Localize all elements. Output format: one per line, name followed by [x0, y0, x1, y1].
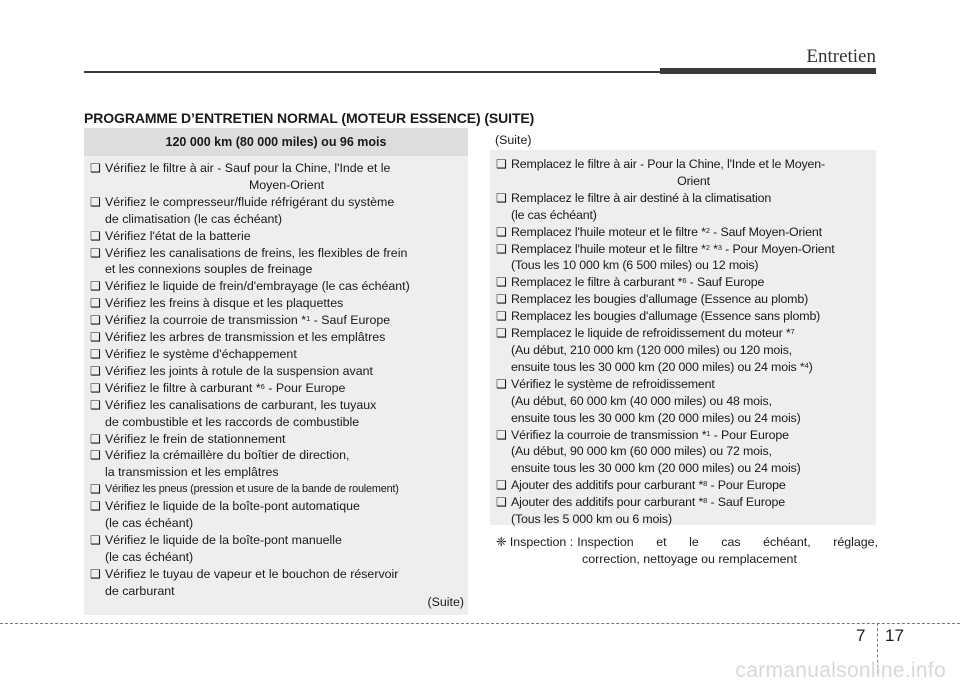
- list-item: [90, 346, 468, 363]
- checkbox-icon: ❑: [496, 224, 507, 239]
- item-text: - Sauf Europe: [686, 275, 765, 290]
- list-item: [496, 494, 876, 528]
- item-text: Vérifiez les canalisations de freins, les flexibles de frein: [105, 245, 408, 260]
- inspection-symbol-icon: ❈: [496, 535, 507, 549]
- item-text: Remplacez l'huile moteur et le filtre *: [511, 224, 706, 239]
- item-text: (le cas échéant): [105, 549, 194, 564]
- item-text: Vérifiez le compresseur/fluide réfrigérant du système: [105, 194, 395, 209]
- item-text: Vérifiez le liquide de la boîte-pont manuelle: [105, 532, 342, 547]
- list-item: [496, 477, 876, 494]
- list-item: [496, 224, 876, 241]
- list-item: [90, 160, 468, 194]
- checkbox-icon: ❑: [90, 194, 101, 209]
- checkbox-icon: ❑: [496, 157, 507, 171]
- checkbox-icon: ❑: [90, 397, 101, 412]
- checkbox-icon: ❑: [90, 330, 101, 345]
- list-item: [496, 156, 876, 190]
- inspection-label-text: Inspection :: [509, 535, 574, 549]
- list-item: [90, 447, 468, 481]
- list-item: [90, 228, 468, 245]
- item-text: *: [709, 241, 718, 256]
- checkbox-icon: ❑: [90, 279, 101, 294]
- header-rule: [84, 71, 660, 73]
- maintenance-table-left: [84, 128, 468, 615]
- item-text: Vérifiez le liquide de la boîte-pont automatique: [105, 499, 360, 514]
- item-text: Vérifiez les canalisations de carburant, les tuyaux: [105, 397, 377, 412]
- item-text: - Sauf Europe: [707, 495, 785, 510]
- item-text: (Au début, 60 000 km (40 000 miles) ou 48 mois,: [511, 393, 772, 408]
- item-text: Vérifiez les pneus (pression et usure de la bande de roulement): [105, 483, 399, 496]
- checkbox-icon: ❑: [90, 245, 101, 260]
- checkbox-icon: ❑: [496, 292, 507, 307]
- footnote-ref: 4: [804, 360, 809, 370]
- item-text: Vérifiez la crémaillère du boîtier de direction,: [105, 448, 350, 463]
- checkbox-icon: ❑: [90, 161, 101, 175]
- checkbox-icon: ❑: [90, 499, 101, 514]
- item-text: de carburant: [105, 583, 175, 598]
- checkbox-icon: ❑: [496, 376, 507, 391]
- list-item: [496, 190, 876, 224]
- item-text: Orient: [677, 173, 710, 188]
- list-item: [496, 308, 876, 325]
- item-text: Vérifiez le filtre à air - Sauf pour la Chine, l'Inde et le: [105, 161, 391, 175]
- item-text: Vérifiez la courroie de transmission *: [511, 427, 707, 442]
- list-item: [496, 325, 876, 376]
- page-number: 17: [885, 626, 904, 645]
- item-text: Moyen-Orient: [248, 177, 325, 192]
- list-item: [90, 363, 468, 380]
- checkbox-icon: ❑: [496, 478, 507, 493]
- footnote-ref: 2: [705, 242, 710, 252]
- item-text: Vérifiez le système d'échappement: [105, 346, 297, 361]
- item-text: Vérifiez les joints à rotule de la suspension avant: [105, 363, 373, 378]
- item-text: de climatisation (le cas échéant): [105, 211, 282, 226]
- checkbox-icon: ❑: [90, 380, 101, 395]
- item-text: (Tous les 10 000 km (6 500 miles) ou 12 mois): [511, 258, 759, 273]
- footnote-ref: 8: [703, 496, 708, 506]
- list-item: [90, 498, 468, 532]
- footnote-ref: 2: [705, 225, 710, 235]
- item-text: ensuite tous les 30 000 km (20 000 miles) ou 24 mois): [511, 461, 801, 476]
- item-text: ensuite tous les 30 000 km (20 000 miles) ou 24 mois): [511, 410, 801, 425]
- item-text: (Au début, 210 000 km (120 000 miles) ou 120 mois,: [511, 342, 793, 357]
- inspection-definition-cont: correction, nettoyage ou remplacement: [582, 552, 797, 566]
- item-text: Remplacez les bougies d'allumage (Essence sans plomb): [511, 309, 821, 324]
- item-text: ): [808, 359, 813, 374]
- list-item: [90, 194, 468, 228]
- checkbox-icon: ❑: [90, 346, 101, 361]
- checkbox-icon: ❑: [90, 431, 101, 446]
- checkbox-icon: ❑: [90, 532, 101, 547]
- item-text: - Sauf Moyen-Orient: [709, 224, 822, 239]
- item-text: Vérifiez le système de refroidissement: [511, 376, 715, 391]
- item-text: Vérifiez le filtre à carburant *: [105, 380, 261, 395]
- item-text: Vérifiez les arbres de transmission et les emplâtres: [105, 330, 386, 345]
- item-text: Vérifiez la courroie de transmission *: [105, 313, 307, 328]
- interval-heading: 120 000 km (80 000 miles) ou 96 mois: [84, 128, 468, 156]
- item-text: (le cas échéant): [105, 516, 194, 531]
- checkbox-icon: ❑: [496, 427, 507, 442]
- item-text: Remplacez les bougies d'allumage (Essence au plomb): [511, 292, 809, 307]
- footnote-ref: 6: [260, 381, 265, 391]
- list-item: [90, 532, 468, 566]
- list-item: [90, 278, 468, 295]
- item-text: Vérifiez le frein de stationnement: [105, 431, 286, 446]
- check-list-left: [84, 156, 468, 600]
- list-item: [90, 481, 468, 498]
- page-title: PROGRAMME D’ENTRETIEN NORMAL (MOTEUR ESSENCE) (SUITE): [84, 110, 535, 126]
- item-text: Vérifiez les freins à disque et les plaquettes: [105, 296, 344, 311]
- footnote-ref: 7: [790, 327, 795, 337]
- chapter-number: 7: [856, 626, 866, 645]
- item-text: (Au début, 90 000 km (60 000 miles) ou 72 mois,: [511, 444, 772, 459]
- item-text: Vérifiez le tuyau de vapeur et le bouchon de réservoir: [105, 566, 399, 581]
- list-item: [90, 397, 468, 431]
- item-text: Remplacez le filtre à carburant *: [511, 275, 683, 290]
- footer-divider: [0, 623, 960, 624]
- list-item: [90, 245, 468, 279]
- checkbox-icon: ❑: [496, 326, 507, 341]
- checkbox-icon: ❑: [90, 313, 101, 328]
- checkbox-icon: ❑: [90, 482, 101, 497]
- checkbox-icon: ❑: [496, 190, 507, 205]
- checkbox-icon: ❑: [496, 309, 507, 324]
- maintenance-table-right: [490, 150, 876, 525]
- footnote-ref: 1: [306, 314, 311, 324]
- checkbox-icon: ❑: [496, 275, 507, 290]
- item-text: de combustible et les raccords de combustible: [105, 414, 360, 429]
- watermark: carmanualsonline.info: [735, 659, 946, 682]
- list-item: [90, 312, 468, 329]
- item-text: Remplacez l'huile moteur et le filtre *: [511, 241, 706, 256]
- item-text: - Pour Europe: [264, 380, 346, 395]
- item-text: Vérifiez l'état de la batterie: [105, 228, 251, 243]
- inspection-note: [496, 534, 878, 568]
- checkbox-icon: ❑: [90, 228, 101, 243]
- list-item: [90, 329, 468, 346]
- header-rule-accent: [660, 68, 876, 74]
- checkbox-icon: ❑: [90, 296, 101, 311]
- item-text: la transmission et les emplâtres: [105, 465, 279, 480]
- checkbox-icon: ❑: [496, 495, 507, 510]
- item-text: - Pour Europe: [710, 427, 789, 442]
- checkbox-icon: ❑: [90, 363, 101, 378]
- item-text: Remplacez le filtre à air - Pour la Chine, l'Inde et le Moyen-: [511, 157, 825, 171]
- item-text: ensuite tous les 30 000 km (20 000 miles) ou 24 mois *: [511, 359, 805, 374]
- item-text: Remplacez le liquide de refroidissement du moteur *: [511, 326, 791, 341]
- item-text: (le cas échéant): [511, 207, 597, 222]
- item-text: et les connexions souples de freinage: [105, 262, 313, 277]
- item-text: Ajouter des additifs pour carburant *: [511, 478, 704, 493]
- list-item: [496, 241, 876, 275]
- list-item: [90, 380, 468, 397]
- item-text: (Tous les 5 000 km ou 6 mois): [511, 512, 672, 527]
- footnote-ref: 8: [703, 479, 708, 489]
- list-item: [90, 566, 468, 600]
- inspection-definition: Inspection et le cas échéant, réglage,: [577, 535, 878, 549]
- item-text: Vérifiez le liquide de frein/d'embrayage (le cas échéant): [105, 279, 410, 294]
- checkbox-icon: ❑: [496, 241, 507, 256]
- checkbox-icon: ❑: [90, 566, 101, 581]
- footnote-ref: 6: [682, 276, 687, 286]
- item-text: - Sauf Europe: [310, 313, 391, 328]
- footnote-ref: 1: [706, 428, 711, 438]
- list-item: [90, 295, 468, 312]
- item-text: Ajouter des additifs pour carburant *: [511, 495, 704, 510]
- footnote-ref: 3: [717, 242, 722, 252]
- item-text: Remplacez le filtre à air destiné à la climatisation: [511, 190, 772, 205]
- continued-label: (Suite): [427, 595, 464, 609]
- list-item: [90, 431, 468, 448]
- continued-label: (Suite): [495, 133, 532, 147]
- check-list-right: [490, 150, 876, 528]
- item-text: - Pour Moyen-Orient: [721, 241, 835, 256]
- section-title: Entretien: [806, 46, 876, 67]
- list-item: [496, 291, 876, 308]
- checkbox-icon: ❑: [90, 448, 101, 463]
- inspection-label: [496, 534, 577, 551]
- list-item: [496, 376, 876, 427]
- list-item: [496, 274, 876, 291]
- item-text: - Pour Europe: [707, 478, 786, 493]
- list-item: [496, 427, 876, 478]
